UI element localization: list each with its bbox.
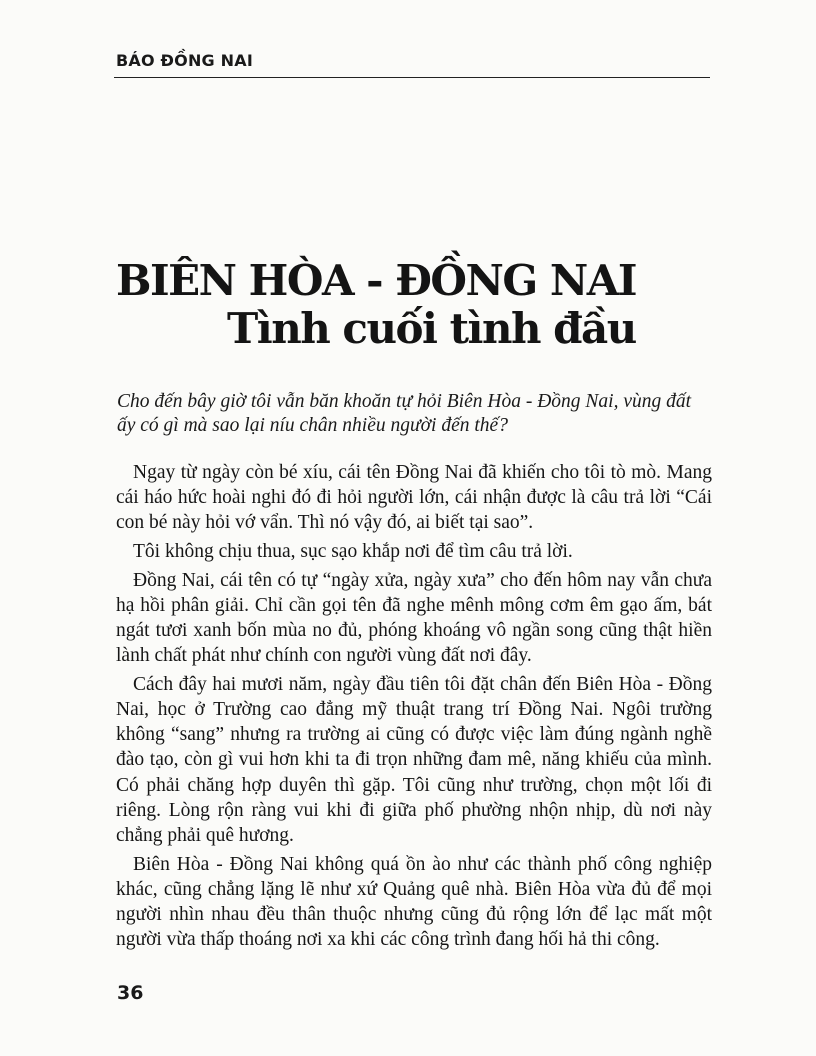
article-title: BIÊN HÒA - ĐỒNG NAI	[116, 256, 637, 305]
paragraph: Đồng Nai, cái tên có tự “ngày xửa, ngày xưa” cho đến hôm nay vẫn chưa hạ hồi phân giải. Chỉ cần gọi tên đã nghe mênh mông cơm êm gạo ấm, bát ngát tươi xanh bốn mùa no đủ, phóng khoáng vô ngần song cũng thật hiền lành chất phát như chính con người vùng đất nơi đây.	[116, 569, 712, 667]
page-number: 36	[117, 982, 144, 1004]
paragraph: Cách đây hai mươi năm, ngày đầu tiên tôi đặt chân đến Biên Hòa - Đồng Nai, học ở Trường cao đẳng mỹ thuật trang trí Đồng Nai. Ngôi trường không “sang” nhưng ra trường ai cũng có được việc làm đúng ngành nghề đào tạo, còn gì vui hơn khi ta đi trọn những đam mê, năng khiếu của mình. Có phải chăng hợp duyên thì gặp. Tôi cũng như trường, chọn một lối đi riêng. Lòng rộn ràng vui khi đi giữa phố phường nhộn nhịp, dù nơi này chẳng phải quê hương.	[116, 673, 712, 847]
paragraph: Biên Hòa - Đồng Nai không quá ồn ào như các thành phố công nghiệp khác, cũng chẳng lặng lẽ như xứ Quảng quê nhà. Biên Hòa vừa đủ để mọi người nhìn nhau đều thân thuộc nhưng cũng đủ rộng lớn để lạc mất một người vừa thấp thoáng nơi xa khi các công trình đang hối hả thi công.	[116, 853, 712, 951]
running-header: BÁO ĐỒNG NAI	[116, 51, 253, 70]
article-body	[116, 460, 712, 956]
header-rule	[114, 77, 710, 78]
article-lead: Cho đến bây giờ tôi vẫn băn khoăn tự hỏi Biên Hòa - Đồng Nai, vùng đất ấy có gì mà sao lại níu chân nhiều người đến thế?	[117, 391, 692, 436]
article-subtitle: Tình cuối tình đầu	[227, 304, 636, 353]
paragraph: Tôi không chịu thua, sục sạo khắp nơi để tìm câu trả lời.	[133, 541, 573, 562]
paragraph: Ngay từ ngày còn bé xíu, cái tên Đồng Nai đã khiến cho tôi tò mò. Mang cái háo hức hoài nghi đó đi hỏi người lớn, cái nhận được là câu trả lời “Cái con bé này hỏi vớ vẩn. Thì nó vậy đó, ai biết tại sao”.	[116, 462, 712, 534]
